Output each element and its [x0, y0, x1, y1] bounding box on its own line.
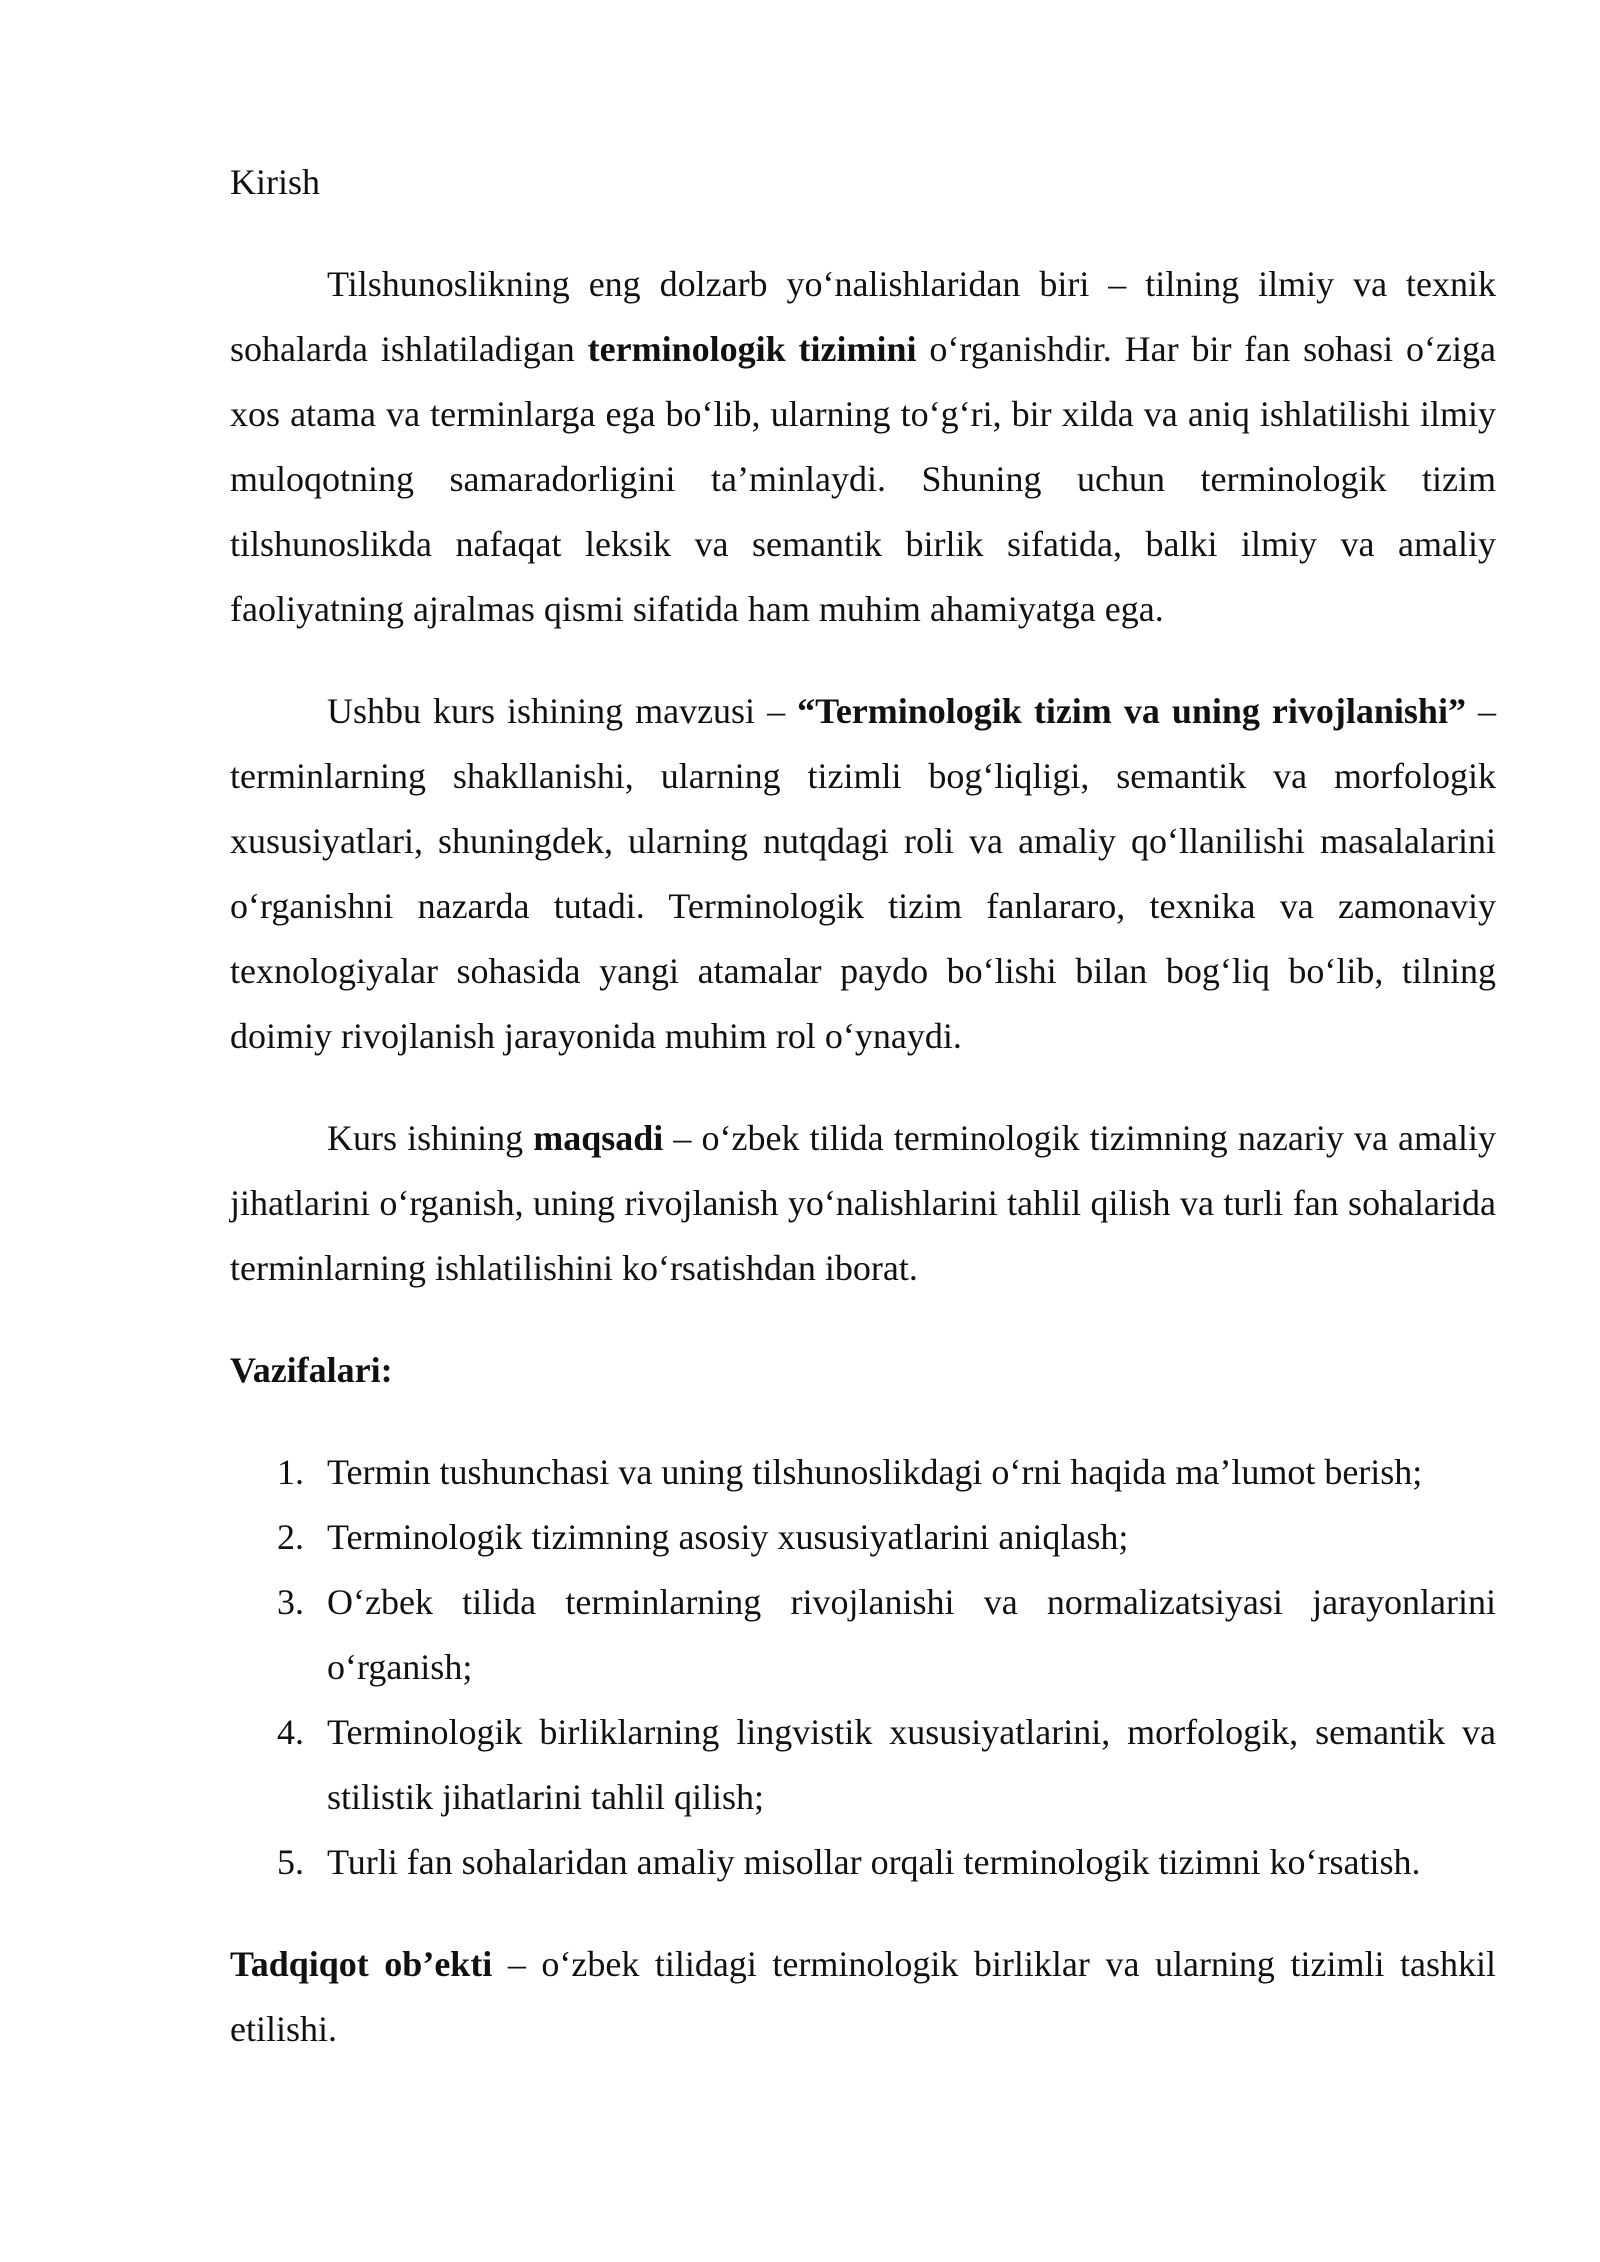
goal-keyword: maqsadi — [533, 1118, 664, 1158]
list-item-text: Termin tushunchasi va uning tilshunoslikdagi o‘rni haqida ma’lumot berish; — [327, 1452, 1423, 1492]
list-item — [230, 1830, 1496, 1895]
list-item — [230, 1570, 1496, 1700]
intro-text-start: Tilshunoslikning eng dolzarb yo‘nalishlaridan biri – tilning ilmiy va texnik sohalarda ishlatiladigan — [230, 264, 1496, 369]
research-object-text: – o‘zbek tilidagi terminologik birliklar va ularning tizimli tashkil etilishi. — [230, 1944, 1496, 2049]
list-item — [230, 1505, 1496, 1570]
tasks-list — [230, 1440, 1496, 1895]
list-item-number: 4. — [277, 1712, 304, 1752]
tasks-heading: Vazifalari: — [230, 1350, 393, 1390]
list-item-number: 5. — [277, 1842, 304, 1882]
list-item-text: Terminologik birliklarning lingvistik xususiyatlarini, morfologik, semantik va stilistik jihatlarini tahlil qilish; — [327, 1712, 1496, 1817]
intro-paragraph — [230, 252, 1496, 642]
goal-text-end: – o‘zbek tilida terminologik tizimning nazariy va amaliy jihatlarini o‘rganish, uning rivojlanish yo‘nalishlarini tahlil qilish va turli fan sohalarida terminlarning ishlatilishini ko‘rsatishdan iborat. — [230, 1118, 1496, 1288]
list-item-text: O‘zbek tilida terminlarning rivojlanishi va normalizatsiyasi jarayonlarini o‘rganish; — [327, 1582, 1496, 1687]
list-item — [230, 1700, 1496, 1830]
topic-text-start: Ushbu kurs ishining mavzusi – — [327, 691, 798, 731]
research-object-label: Tadqiqot ob’ekti — [230, 1944, 493, 1984]
document-page — [230, 150, 1496, 2099]
goal-text-start: Kurs ishining — [327, 1118, 534, 1158]
intro-bold-term: terminologik tizimini — [587, 329, 917, 369]
list-item-number: 3. — [277, 1582, 304, 1622]
topic-paragraph — [230, 679, 1496, 1069]
topic-title: “Terminologik tizim va uning rivojlanishi” — [797, 691, 1466, 731]
list-item-number: 1. — [277, 1452, 304, 1492]
goal-paragraph — [230, 1106, 1496, 1301]
research-object-paragraph — [230, 1932, 1496, 2062]
list-item-text: Terminologik tizimning asosiy xususiyatlarini aniqlash; — [327, 1517, 1129, 1557]
list-item-text: Turli fan sohalaridan amaliy misollar orqali terminologik tizimni ko‘rsatish. — [327, 1842, 1421, 1882]
list-item — [230, 1440, 1496, 1505]
section-heading: Kirish — [230, 162, 320, 202]
list-item-number: 2. — [277, 1517, 304, 1557]
intro-text-end: o‘rganishdir. Har bir fan sohasi o‘ziga xos atama va terminlarga ega bo‘lib, ularning to‘g‘ri, bir xilda va aniq ishlatilishi ilmiy muloqotning samaradorligini ta’minlaydi. Shuning uchun terminologik tizim tilshunoslikda nafaqat leksik va semantik birlik sifatida, balki ilmiy va amaliy faoliyatning ajralmas qismi sifatida ham muhim ahamiyatga ega. — [230, 329, 1496, 629]
topic-text-end: – terminlarning shakllanishi, ularning tizimli bog‘liqligi, semantik va morfologik xususiyatlari, shuningdek, ularning nutqdagi roli va amaliy qo‘llanilishi masalalarini o‘rganishni nazarda tutadi. Terminologik tizim fanlararo, texnika va zamonaviy texnologiyalar sohasida yangi atamalar paydo bo‘lishi bilan bog‘liq bo‘lib, tilning doimiy rivojlanish jarayonida muhim rol o‘ynaydi. — [230, 691, 1496, 1056]
